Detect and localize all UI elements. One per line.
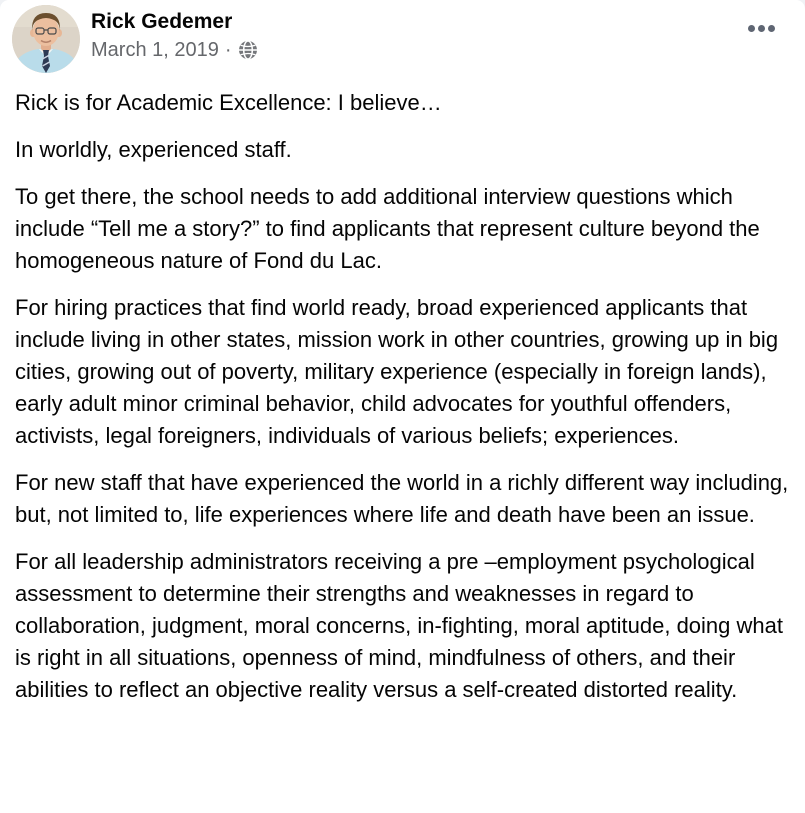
meta-separator: · — [224, 39, 232, 61]
avatar[interactable] — [12, 5, 80, 73]
header-text — [91, 5, 258, 62]
globe-public-icon — [238, 40, 258, 60]
post-paragraph: For new staff that have experienced the world in a richly different way including, but, not limited to, life experiences where life and death have been an issue. — [15, 470, 789, 527]
post-paragraph: Rick is for Academic Excellence: I believe… — [15, 90, 442, 115]
post-paragraph: In worldly, experienced staff. — [15, 137, 292, 162]
post-paragraph: For hiring practices that find world ready, broad experienced applicants that include living in other states, mission work in other countries, growing up in big cities, growing out of poverty, military experience (especially in foreign lands), early adult minor criminal behavior, child advocates for youthful offenders, activists, legal foreigners, individuals of various beliefs; experiences. — [15, 295, 779, 448]
post-date[interactable]: March 1, 2019 — [91, 39, 219, 61]
ellipsis-icon — [748, 25, 755, 32]
post-paragraph: To get there, the school needs to add additional interview questions which include “Tell me a story?” to find applicants that represent culture beyond the homogeneous nature of Fond du Lac. — [15, 184, 760, 273]
post-header — [0, 0, 805, 82]
post-paragraph: For all leadership administrators receiving a pre –employment psychological assessment to determine their strengths and weaknesses in regard to collaboration, judgment, moral concerns, in-fighting, moral aptitude, doing what is right in all situations, openness of mind, mindfulness of others, and their abilities to reflect an objective reality versus a self-created distorted reality. — [15, 549, 783, 702]
post-menu-button[interactable] — [744, 21, 779, 36]
post-body — [0, 82, 805, 706]
author-name[interactable]: Rick Gedemer — [91, 10, 233, 33]
ellipsis-icon — [768, 25, 775, 32]
avatar-photo-illustration — [12, 5, 80, 73]
ellipsis-icon — [758, 25, 765, 32]
post-meta — [91, 38, 258, 62]
